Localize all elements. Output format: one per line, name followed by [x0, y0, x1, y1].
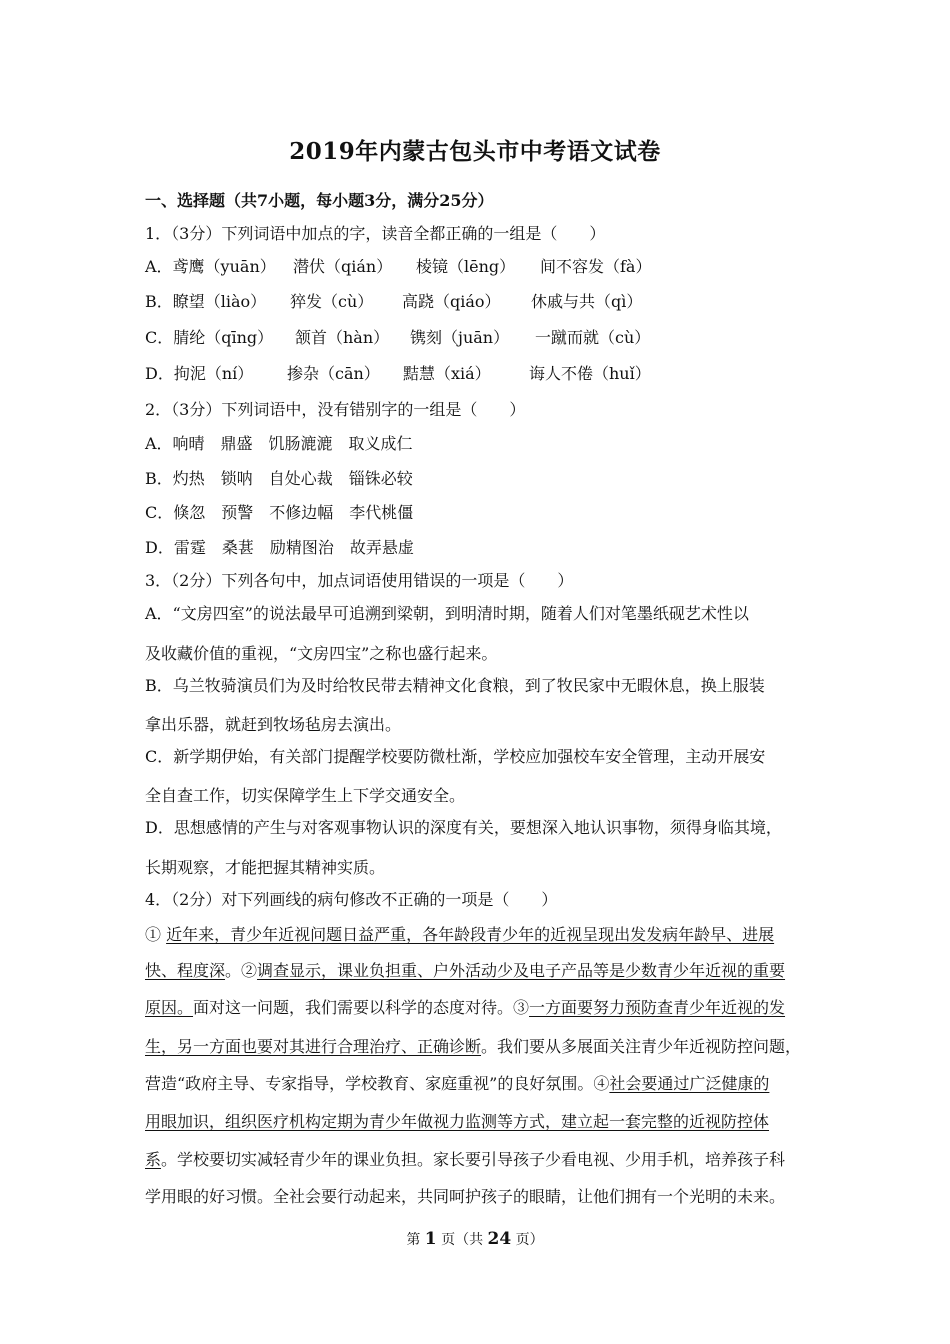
section-heading: 一、选择题（共7小题，每小题3分，满分25分）	[145, 191, 494, 210]
q4-passage-line4: 生，另一方面也要对其进行合理治疗、正确诊断。我们要从多展面关注青少年近视防控问题，	[145, 1037, 802, 1056]
q1-option-c: C．腈纶（qīng） 颔首（hàn） 镌刻（juān） 一蹴而就（cù）	[145, 328, 651, 347]
page-title: 2019年内蒙古包头市中考语文试卷	[289, 138, 661, 165]
page-footer: 第 1 页（共 24 页）	[406, 1229, 544, 1249]
q3-option-d-line1: D．思想感情的产生与对客观事物认识的深度有关，要想深入地认识事物，须得身临其境，	[145, 818, 782, 837]
q3-option-d-line2: 长期观察，才能把握其精神实质。	[145, 858, 386, 877]
q3-option-c-line2: 全自查工作，切实保障学生上下学交通安全。	[145, 786, 466, 805]
q4-passage-line7: 系。学校要切实减轻青少年的课业负担。家长要引导孩子少看电视、少用手机，培养孩子科	[145, 1150, 786, 1169]
q4-passage-line1: ① 近年来，青少年近视问题日益严重，各年龄段青少年的近视呈现出发发病年龄早、进展	[145, 925, 775, 944]
q2-option-b: B．灼热 锁呐 自处心裁 锱铢必较	[145, 469, 413, 488]
q1-option-d: D．拘泥（ní） 掺杂（cān） 黠慧（xiá） 诲人不倦（huǐ）	[145, 364, 651, 383]
q1-option-a: A．鸢鹰（yuān） 潜伏（qián） 棱镜（lēng） 间不容发（fà）	[145, 257, 652, 276]
q2-stem: 2．（3分）下列词语中，没有错别字的一组是（ ）	[145, 400, 526, 419]
q1-option-b: B．瞭望（liào） 猝发（cù） 高跷（qiáo） 休戚与共（qì）	[145, 292, 643, 311]
page-number: 1	[424, 1229, 437, 1249]
q2-option-d: D．雷霆 桑葚 励精图治 故弄悬虚	[145, 538, 414, 557]
q3-option-b-line1: B．乌兰牧骑演员们为及时给牧民带去精神文化食粮，到了牧民家中无暇休息，换上服装	[145, 676, 765, 695]
q4-passage-line8: 学用眼的好习惯。全社会要行动起来，共同呵护孩子的眼睛，让他们拥有一个光明的未来。	[145, 1187, 786, 1206]
q4-passage-line5: 营造“政府主导、专家指导，学校教育、家庭重视”的良好氛围。④社会要通过广泛健康的	[145, 1074, 770, 1093]
q2-option-a: A．响晴 鼎盛 饥肠漉漉 取义成仁	[145, 434, 413, 453]
q4-stem: 4．（2分）对下列画线的病句修改不正确的一项是（ ）	[145, 890, 558, 909]
q3-stem: 3．（2分）下列各句中，加点词语使用错误的一项是（ ）	[145, 571, 574, 590]
q3-option-a-line1: A．“文房四室”的说法最早可追溯到梁朝，到明清时期，随着人们对笔墨纸砚艺术性以	[145, 604, 749, 623]
q4-passage-line3: 原因。面对这一问题，我们需要以科学的态度对待。③一方面要努力预防查青少年近视的发	[145, 998, 786, 1017]
q3-option-c-line1: C．新学期伊始，有关部门提醒学校要防微杜渐，学校应加强校车安全管理，主动开展安	[145, 747, 766, 766]
q4-passage-line6: 用眼加识，组织医疗机构定期为青少年做视力监测等方式，建立起一套完整的近视防控体	[145, 1112, 770, 1131]
q4-passage-line2: 快、程度深。②调查显示，课业负担重、户外活动少及电子产品等是少数青少年近视的重要	[145, 961, 786, 980]
total-pages: 24	[487, 1229, 512, 1249]
q3-option-a-line2: 及收藏价值的重视，“文房四宝”之称也盛行起来。	[145, 644, 498, 663]
q1-stem: 1．（3分）下列词语中加点的字，读音全都正确的一组是（ ）	[145, 224, 606, 243]
q3-option-b-line2: 拿出乐器，就赶到牧场毡房去演出。	[145, 715, 402, 734]
q2-option-c: C．倏忽 预警 不修边幅 李代桃僵	[145, 503, 414, 522]
